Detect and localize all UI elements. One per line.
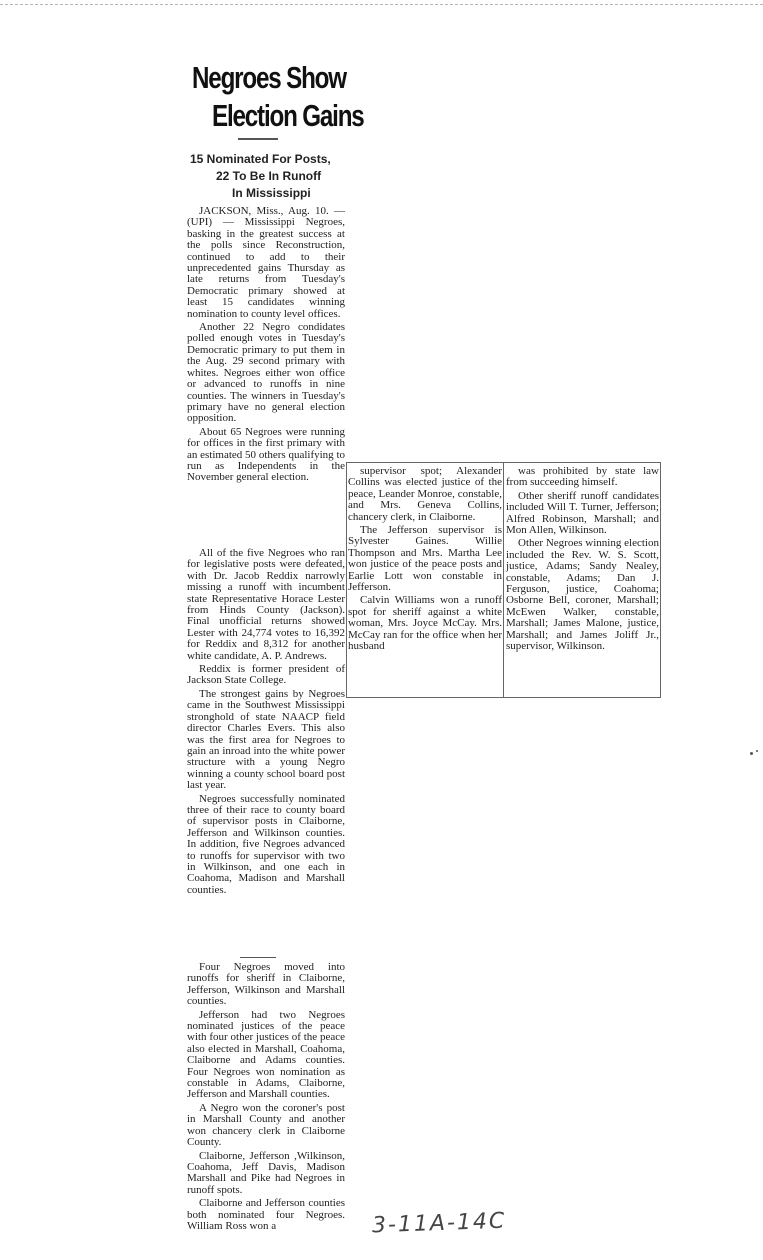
page-top-edge bbox=[0, 4, 763, 5]
paragraph: Negroes successfully nominated three of their race to county board of supervisor posts in Claiborne, Jefferson and Wilkinson counties. In addition, five Negroes advanced to runoffs for supervisor with two in Wilkinson, and one each in Coahoma, Madison and Marshall counties. bbox=[187, 792, 345, 896]
deck-line-2: 22 To Be In Runoff bbox=[216, 169, 322, 183]
article-column-3 bbox=[506, 466, 659, 655]
paragraph: About 65 Negroes were running for offices in the first primary with an estimated 50 others qualifying to run as Independents in the November general election. bbox=[187, 425, 345, 484]
deck-line-3: In Mississippi bbox=[232, 186, 311, 200]
article-column-1-top bbox=[187, 206, 345, 486]
paragraph: Other Negroes winning election included the Rev. W. S. Scott, justice, Adams; Sandy Nealey, constable, Adams; Dan J. Ferguson, justice, Coahoma; Osborne Bell, coroner, Marshall; McEwen Walker, constable, Marshall; James Malone, justice, Marshall; and James Joliff Jr., supervisor, Wilkinson. bbox=[506, 537, 659, 653]
paragraph: A Negro won the coroner's post in Marshall County and another won chancery clerk in Claiborne County. bbox=[187, 1101, 345, 1149]
paragraph: Jefferson had two Negroes nominated justices of the peace with four other justices of the peace also elected in Marshall, Coahoma, Claiborne and Adams counties. Four Negroes won nomination as constable in Adams, Claiborne, Jefferson and Marshall counties. bbox=[187, 1008, 345, 1101]
scan-speck bbox=[756, 750, 758, 752]
paragraph: Calvin Williams won a runoff spot for sheriff against a white woman, Mrs. Joyce McCay. Mrs. McCay ran for the office when her husband bbox=[348, 594, 502, 653]
paragraph: Other sheriff runoff candidates included Will T. Turner, Jefferson; Alfred Robinson, Marshall; and Mon Allen, Wilkinson. bbox=[506, 489, 659, 537]
paragraph: was prohibited by state law from succeeding himself. bbox=[506, 465, 659, 489]
article-column-1-bottom bbox=[187, 962, 345, 1234]
paragraph: All of the five Negroes who ran for legislative posts were defeated, with Dr. Jacob Reddix narrowly missing a runoff with incumbent state Representative Horace Lester from Hinds County (Jackson). Final unofficial returns showed Lester with 24,774 votes to 16,392 for Reddix and 8,312 for another white candidate, A. P. Andrews. bbox=[187, 547, 345, 662]
paragraph: supervisor spot; Alexander Collins was elected justice of the peace, Leander Monroe, constable, and Mrs. Geneva Collins, chancery clerk, in Claiborne. bbox=[348, 465, 502, 523]
paragraph: Claiborne, Jefferson ,Wilkinson, Coahoma, Jeff Davis, Madison Marshall and Pike had Negroes in runoff spots. bbox=[187, 1149, 345, 1196]
article-column-1-middle bbox=[187, 548, 345, 898]
deck-line-1: 15 Nominated For Posts, bbox=[190, 152, 331, 166]
paragraph: Reddix is former president of Jackson State College. bbox=[187, 663, 345, 687]
column-rule-left bbox=[346, 462, 347, 698]
paragraph: The Jefferson supervisor is Sylvester Gaines. Willie Thompson and Mrs. Martha Lee won justice of the peace posts and Earlie Lott won constable in Jefferson. bbox=[348, 524, 502, 594]
paragraph: Four Negroes moved into runoffs for sheriff in Claiborne, Jefferson, Wilkinson and Marshall counties. bbox=[187, 961, 345, 1008]
paragraph: Claiborne and Jefferson counties both nominated four Negroes. William Ross won a bbox=[187, 1197, 345, 1232]
paragraph: Another 22 Negro condidates polled enough votes in Tuesday's Democratic primary to put them in the Aug. 29 second primary with whites. Negroes either won office or advanced to runoffs in nine counties. The winners in Tuesday's primary have no general election opposition. bbox=[187, 321, 345, 425]
headline-divider bbox=[238, 138, 278, 140]
headline-line-1: Negroes Show bbox=[192, 60, 346, 95]
column-rule-middle bbox=[503, 462, 504, 698]
section-divider bbox=[240, 957, 276, 958]
paragraph: The strongest gains by Negroes came in the Southwest Mississippi stronghold of state NAACP field director Charles Evers. This also was the first area for Negroes to gain an inroad into the white power structure with a young Negro winning a county school board post last year. bbox=[187, 687, 345, 792]
paragraph: JACKSON, Miss., Aug. 10. — (UPI) — Mississippi Negroes, basking in the greatest success at the polls since Reconstruction, continued to add to their unprecedented gains Thursday as late returns from Tuesday's Democratic primary showed at least 15 candidates winning nomination to county level offices. bbox=[187, 205, 345, 320]
article-column-2 bbox=[348, 466, 502, 655]
column-rule-right bbox=[660, 462, 661, 698]
handwritten-date-note: 3-11A-14C bbox=[371, 1208, 507, 1239]
headline-line-2: Election Gains bbox=[212, 98, 364, 133]
scan-speck bbox=[750, 752, 753, 755]
